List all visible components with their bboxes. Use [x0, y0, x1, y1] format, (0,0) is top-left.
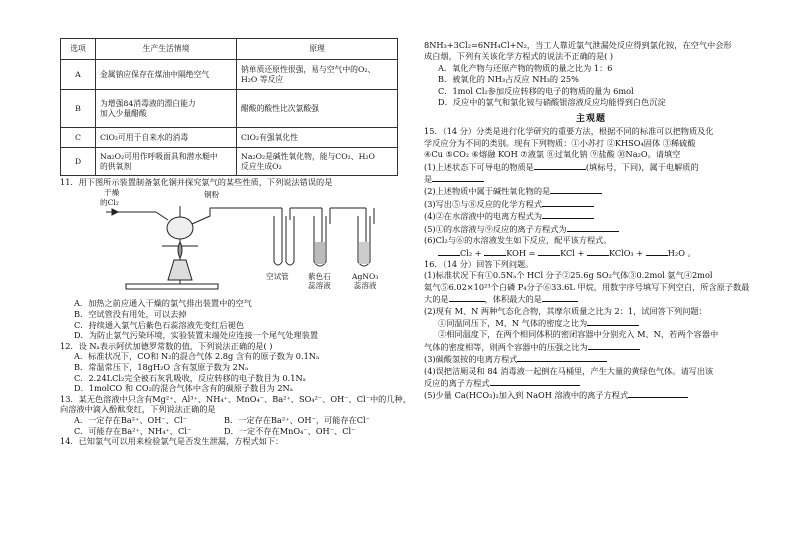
label-dry: 干燥	[104, 188, 120, 198]
arrow-icon	[112, 209, 118, 215]
table-row	[61, 60, 398, 90]
label-empty-tube: 空试管	[266, 272, 289, 282]
answer-blank[interactable]	[438, 247, 460, 256]
answer-blank[interactable]	[567, 223, 619, 232]
q15-stem: ④Cu ⑤CO₂ ⑥熔融 KOH ⑦液氯 ⑧过氧化钠 ⑨盐酸 ⑩Na₂O。请填空	[424, 149, 681, 160]
table-cell	[96, 148, 237, 176]
table-row	[61, 90, 398, 128]
q16-line: ②相同温度下，在两个相同体积的密闭容器中分别充入 M、N，若两个容器中	[438, 329, 719, 340]
q15-stem: 15．（14 分）分类是进行化学研究的重要方法，根据不同的标准可以把物质及化	[424, 126, 714, 137]
answer-blank[interactable]	[490, 377, 580, 386]
q15-stem: 学反应分为不同的类别。现有下列物质：①小苏打 ②KHSO₄固体 ③稀硫酸	[424, 137, 696, 148]
q11-option: A．加热之前应通入干燥的氯气排出装置中的空气	[74, 298, 252, 309]
label-litmus: 紫色石 蕊溶液	[308, 272, 331, 291]
q15-item-4: (4)②在水溶液中的电离方程式为	[424, 210, 758, 222]
answer-blank[interactable]	[646, 247, 668, 256]
q11-stem: 11．用下图所示装置制备氯化铜并探究氯气的某些性质，下列说法错误的是	[60, 177, 333, 187]
right-column	[424, 40, 758, 402]
empty-test-tube	[274, 216, 282, 265]
q13-option-row	[60, 426, 398, 437]
answer-blank[interactable]	[538, 247, 560, 256]
answer-blank[interactable]	[587, 317, 639, 326]
flame-icon	[178, 242, 182, 258]
table-cell: ClO₂有强氧化性	[237, 128, 398, 148]
q13-option: D．一定不存在MnO₄⁻、OH⁻、Cl⁻	[224, 425, 356, 436]
table-cell	[237, 148, 398, 176]
q12-option: B．常温常压下，18gH₂O 含有氢原子数为 2Nₐ	[74, 361, 249, 372]
q14-option: A．氧化产物与还原产物的物质的量之比为 1：6	[438, 62, 613, 73]
table-cell	[96, 90, 237, 128]
q16-line: 气体的密度相等，则两个容器中的压强之比为	[424, 341, 758, 353]
table-header: 选项	[61, 39, 96, 60]
q13-option: B．一定存在Ba²⁺、OH⁻，可能存在Cl⁻	[224, 414, 370, 425]
q15-item-5: (5)①的水溶液与⑨反应的离子方程式为	[424, 223, 758, 235]
q14-option: D．反应中的氯气和氯化铵与硝酸银溶液反应均能得到白色沉淀	[438, 97, 666, 108]
q16-line: (5)少量 Ca(HCO₃)₂加入到 NaOH 溶液中的离子方程式	[424, 389, 758, 401]
cell-line: Na₂O₂可用作呼吸面具和潜水艇中	[100, 151, 218, 161]
q16-line: (2)现有 M、N 两种气态化合物，其摩尔质量之比为 2：1，试回答下列问题：	[424, 305, 707, 316]
q16-line: (3)碳酸氢铵的电离方程式	[424, 353, 758, 365]
q14-stem: 14．已知氯气可以用来检验氯气是否发生泄漏，方程式如下：	[60, 436, 284, 447]
q16-line: 大的是 ，体积最大的是	[424, 293, 758, 305]
q11-option: B．空试管没有用处，可以去掉	[74, 309, 187, 319]
q12-option: C．2.24LCl₂完全被石灰乳吸收，反应转移的电子数目为 0.1Nₐ	[74, 372, 306, 383]
answer-blank[interactable]	[534, 161, 586, 170]
cell-line: Na₂O₂是碱性氧化物，能与CO₂、H₂O	[241, 151, 375, 161]
q16-line: (1)标准状况下有①0.5Nₐ个 HCl 分子②25.6g SO₂气体③0.2mol 氨气④2mol	[424, 270, 713, 281]
q15-item-1b: 是	[424, 173, 758, 185]
cell-line: 钠单质还原性很强，易与空气中的O₂、	[241, 64, 376, 74]
q16-line: 氦气⑤6.02×10²³个白磷 P₄分子⑥33.6L 甲烷，用数字序号填写下列空白，所含原子数最	[424, 281, 750, 292]
q11-option: D．为防止氯气污染环境，实验装置末端处应连接一个尾气处理装置	[74, 330, 319, 341]
table-cell: A	[61, 60, 96, 90]
q15-item-3: (3)写出⑤与⑧反应的化学方程式	[424, 198, 758, 210]
section-title: 主观题	[575, 114, 606, 125]
label-cl2: 的Cl₂	[100, 198, 119, 208]
table-cell: C	[61, 128, 96, 148]
answer-blank[interactable]	[484, 247, 506, 256]
answer-blank[interactable]	[542, 293, 578, 302]
q14-option: B．被氧化的 NH₃占反应 NH₃的 25%	[438, 74, 579, 85]
answer-blank[interactable]	[628, 389, 688, 398]
answer-blank[interactable]	[449, 293, 485, 302]
q12-option: A．标准状况下，CO和 N₂的混合气体 2.8g 含有的原子数为 0.1Nₐ	[74, 351, 320, 362]
q13-stem: 向溶液中滴入酚酞变红，下列说法正确的是	[60, 404, 216, 415]
answer-blank[interactable]	[517, 353, 607, 362]
q12-option: D．1molCO 和 CO₂的混合气体中含有的碳原子数目为 2Nₐ	[74, 383, 293, 394]
table-header: 生产生活情境	[96, 39, 237, 60]
q13-option-row	[60, 415, 398, 426]
cell-line: 的供氧剂	[100, 161, 132, 171]
cell-line: 加入少量醋酸	[100, 108, 147, 118]
q13-stem: 13．某无色溶液中只含有Mg²⁺、Al³⁺、NH₄⁺、MnO₄⁻、Ba²⁺、SO₄²⁻、OH⁻、Cl⁻中的几种，	[60, 393, 411, 404]
q14-option: C．1mol Cl₂参加反应转移的电子的物质的量为 6mol	[438, 85, 634, 96]
alcohol-lamp	[168, 260, 192, 280]
table-row	[61, 128, 398, 148]
q14-continued: 成白烟，下列有关该化学方程式的说法不正确的是( )	[424, 51, 614, 62]
q16-line: ①同温同压下，M、N 气体的密度之比为	[424, 317, 758, 329]
outlet-tube	[192, 208, 282, 224]
reaction-vessel	[167, 217, 193, 239]
label-cu: 铜粉	[204, 190, 220, 200]
table-row	[61, 148, 398, 176]
q15-item-2: (2)上述物质中属于碱性氧化物的是	[424, 185, 758, 197]
answer-blank[interactable]	[587, 247, 609, 256]
table-cell: B	[61, 90, 96, 128]
stand-base	[126, 284, 218, 289]
answer-blank[interactable]	[542, 210, 594, 219]
cell-line: H₂O 等反应	[241, 74, 284, 84]
table-cell: D	[61, 148, 96, 176]
q14-continued: 8NH₃+3Cl₂=6NH₄Cl+N₂，当工人靠近氯气泄漏处反应得到氯化铵，在空气中会形	[424, 40, 732, 50]
q13-option: C．可能存在Ba²⁺、NH₄⁺、Cl⁻	[74, 425, 192, 436]
apparatus-diagram	[60, 188, 398, 298]
table-cell	[237, 60, 398, 90]
table-header-row	[61, 39, 398, 60]
table-cell: ClO₂可用于自来水的消毒	[96, 128, 237, 148]
table-cell: 醋酸的酸性比次氯酸强	[237, 90, 398, 128]
cell-line: 反应生成O₂	[241, 161, 282, 171]
q15-item-1: (1)上述状态下可导电的物质是 (填标号，下同)，属于电解质的	[424, 161, 699, 172]
q15-equation: Cl₂ + KOH = KCl + KClO₃ + H₂O 。	[424, 247, 758, 259]
answer-blank[interactable]	[588, 341, 640, 350]
options-table	[60, 38, 398, 176]
answer-blank[interactable]	[542, 198, 594, 207]
q15-item-6: (6)Cl₂与⑥的水溶液发生如下反应，配平该方程式。	[424, 235, 612, 246]
answer-blank[interactable]	[550, 185, 602, 194]
q12-stem: 12．设 Nₐ表示阿伏加德罗常数的值，下列说法正确的是( )	[60, 340, 273, 351]
cell-line: 为增强84消毒液的漂白能力	[100, 98, 196, 108]
q16-stem: 16．（14 分）回答下列问题。	[424, 258, 534, 269]
q16-line: (4)误把洁厕灵和 84 消毒液一起倒在马桶里，产生大量的黄绿色气体。请写出该	[424, 365, 714, 376]
q11-option: C．持续通入氯气后紫色石蕊溶液先变红后褪色	[74, 319, 245, 330]
table-header: 原理	[237, 39, 398, 60]
q16-line: 反应的离子方程式	[424, 377, 758, 389]
table-cell: 金属钠应保存在煤油中隔绝空气	[96, 60, 237, 90]
left-column	[60, 38, 411, 447]
label-agno3: AgNO₃ 蕊溶液	[352, 272, 379, 291]
q13-option: A．一定存在Ba²⁺、OH⁻、Cl⁻	[74, 414, 188, 425]
answer-blank[interactable]	[432, 173, 484, 182]
